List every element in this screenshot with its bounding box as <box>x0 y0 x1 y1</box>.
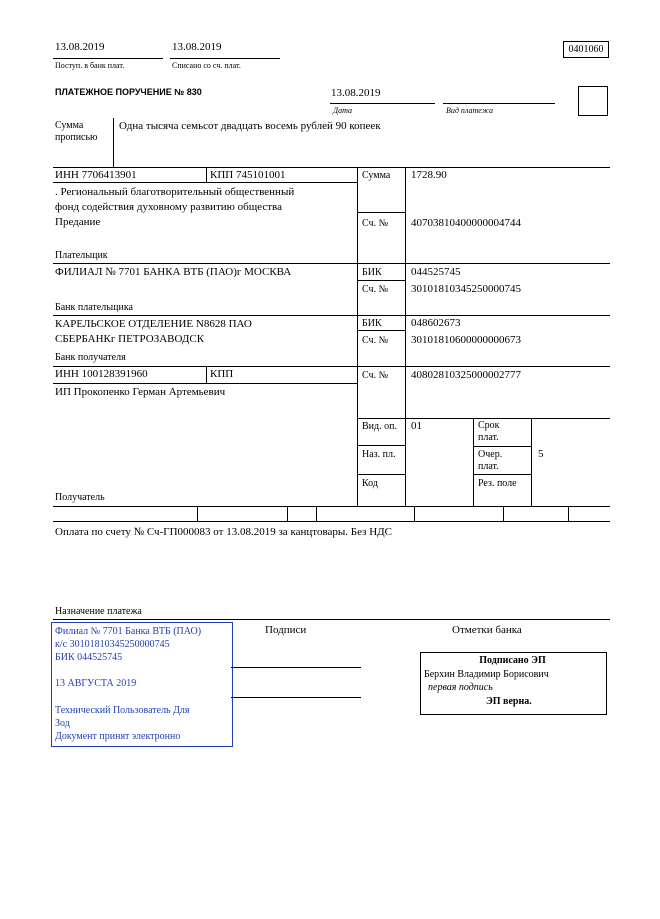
divider <box>170 58 280 59</box>
naz-pl-label: Наз. пл. <box>362 449 396 460</box>
payee-account: 40802810325000002777 <box>411 369 521 381</box>
payer-inn: ИНН 7706413901 <box>55 169 137 181</box>
srok-label-1: Срок <box>478 420 500 431</box>
payer-account: 40703810400000004744 <box>411 217 521 229</box>
divider <box>405 167 406 506</box>
payer-kpp: КПП 745101001 <box>210 169 286 181</box>
ocher-value: 5 <box>538 448 544 460</box>
rez-pole-label: Рез. поле <box>478 478 517 489</box>
payee-bank-account: 30101810600000000673 <box>411 334 521 346</box>
payer-bank-label: Банк плательщика <box>55 302 133 313</box>
divider <box>53 506 610 507</box>
divider <box>357 445 405 446</box>
divider <box>357 167 358 506</box>
divider <box>53 182 357 183</box>
payee-label: Получатель <box>55 492 105 503</box>
document-title: ПЛАТЕЖНОЕ ПОРУЧЕНИЕ № 830 <box>55 87 202 97</box>
ocher-label-1: Очер. <box>478 449 503 460</box>
amount-words-label-1: Сумма <box>55 120 84 131</box>
divider <box>330 103 435 104</box>
divider <box>473 446 531 447</box>
signature-line <box>231 667 361 668</box>
divider <box>206 366 207 383</box>
srok-label-2: плат. <box>478 432 499 443</box>
esign-verified: ЭП верна. <box>486 696 532 707</box>
payee-inn: ИНН 100128391960 <box>55 368 148 380</box>
payer-label: Плательщик <box>55 250 108 261</box>
esign-title: Подписано ЭП <box>479 655 546 666</box>
payer-bank-bik: 044525745 <box>411 266 461 278</box>
date-debited-label: Списано со сч. плат. <box>172 61 241 70</box>
divider <box>473 474 531 475</box>
divider <box>53 383 357 384</box>
payee-bank-bik: 048602673 <box>411 317 461 329</box>
payee-bank-bik-label: БИК <box>362 318 382 329</box>
payment-purpose: Оплата по счету № Сч-ГП000083 от 13.08.2019 за канцтовары. Без НДС <box>55 526 392 538</box>
stamp-bik: БИК 044525745 <box>55 652 123 663</box>
payer-bank-name: ФИЛИАЛ № 7701 БАНКА ВТБ (ПАО)г МОСКВА <box>55 266 292 278</box>
divider <box>316 506 317 521</box>
payee-name: ИП Прокопенко Герман Артемьевич <box>55 386 226 398</box>
amount-words: Одна тысяча семьсот двадцать восемь рублей 90 копеек <box>119 120 381 132</box>
divider <box>197 506 198 521</box>
divider <box>357 474 405 475</box>
stamp-bank-name: Филиал № 7701 Банка ВТБ (ПАО) <box>55 626 202 637</box>
divider <box>53 167 610 168</box>
stamp-user-1: Технический Пользователь Для <box>55 705 190 716</box>
signature-line <box>231 697 361 698</box>
amount-label: Сумма <box>362 170 391 181</box>
payer-bank-account: 30101810345250000745 <box>411 283 521 295</box>
divider <box>443 103 555 104</box>
divider <box>53 263 610 264</box>
vid-op-value: 01 <box>411 420 422 432</box>
divider <box>53 366 610 367</box>
divider <box>568 506 569 521</box>
ocher-label-2: плат. <box>478 461 499 472</box>
payer-status-box <box>578 86 608 116</box>
divider <box>503 506 504 521</box>
stamp-accepted: Документ принят электронно <box>55 731 181 742</box>
bank-marks-label: Отметки банка <box>452 624 522 636</box>
amount-words-label-2: прописью <box>55 132 98 143</box>
divider <box>287 506 288 521</box>
divider <box>357 330 405 331</box>
divider <box>113 118 114 167</box>
order-date-label: Дата <box>333 106 352 115</box>
date-received-label: Поступ. в банк плат. <box>55 61 125 70</box>
date-debited: 13.08.2019 <box>172 41 222 53</box>
divider <box>414 506 415 521</box>
form-code: 0401060 <box>563 41 609 58</box>
payment-type-label: Вид платежа <box>446 106 493 115</box>
payer-account-label: Сч. № <box>362 218 389 229</box>
divider <box>53 315 610 316</box>
payee-bank-label: Банк получателя <box>55 352 126 363</box>
kod-label: Код <box>362 478 378 489</box>
divider <box>357 418 610 419</box>
divider <box>531 418 532 506</box>
amount-value: 1728.90 <box>411 169 447 181</box>
order-date: 13.08.2019 <box>331 87 381 99</box>
divider <box>357 212 405 213</box>
payee-bank-name-1: КАРЕЛЬСКОЕ ОТДЕЛЕНИЕ N8628 ПАО <box>55 318 252 330</box>
signatures-label: Подписи <box>265 624 307 636</box>
payer-bank-account-label: Сч. № <box>362 284 389 295</box>
purpose-label: Назначение платежа <box>55 606 142 617</box>
divider <box>53 521 610 522</box>
stamp-date: 13 АВГУСТА 2019 <box>55 678 137 689</box>
divider <box>357 280 405 281</box>
esign-type: первая подпись <box>428 682 493 693</box>
payer-name: . Региональный благотворительный общественный фонд содействия духовному развитию общества Предание <box>55 186 295 228</box>
divider <box>206 167 207 182</box>
date-received: 13.08.2019 <box>55 41 105 53</box>
divider <box>53 58 163 59</box>
payee-bank-account-label: Сч. № <box>362 335 389 346</box>
divider <box>473 418 474 506</box>
payer-bank-bik-label: БИК <box>362 267 382 278</box>
payee-account-label: Сч. № <box>362 370 389 381</box>
stamp-user-2: Зод <box>55 718 70 729</box>
stamp-corr-account: к/с 30101810345250000745 <box>55 639 170 650</box>
payee-bank-name-2: СБЕРБАНКг ПЕТРОЗАВОДСК <box>55 333 205 345</box>
payee-kpp: КПП <box>210 368 234 380</box>
divider <box>53 619 610 620</box>
vid-op-label: Вид. оп. <box>362 421 397 432</box>
esign-signer: Берхин Владимир Борисович <box>424 669 549 680</box>
